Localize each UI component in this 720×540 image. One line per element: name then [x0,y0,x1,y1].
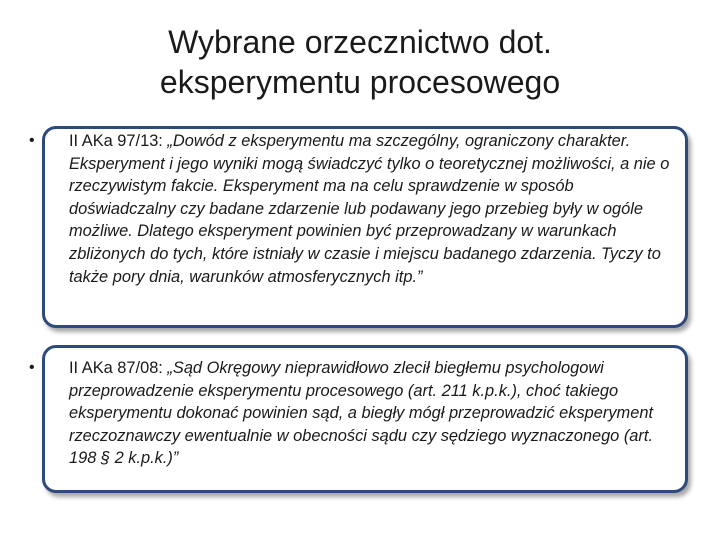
case-reference-2: II AKa 87/08: [69,359,168,377]
slide-title-line-1: Wybrane orzecznictwo dot. [168,24,552,60]
slide-title [0,22,720,102]
case-reference-1: II AKa 97/13: [69,132,168,150]
ruling-text-2 [69,357,679,470]
ruling-quote-1: „Dowód z eksperymentu ma szczególny, ograniczony charakter. Eksperyment i jego wyniki mogą świadczyć tylko o teoretycznej możliwości, a nie o rzeczywistym fakcie. Eksperyment ma na celu sprawdzenie w sposób doświadczalny czy badane zdarzenie lub podawany jego przebieg były w ogóle możliwe. Dlatego eksperyment powinien być przeprowadzany w warunkach zbliżonych do tych, które istniały w czasie i miejscu badanego zdarzenia. Tyczy to także pory dnia, warunków atmosferycznych itp.” [69,132,670,286]
bullet-icon: • [29,132,35,149]
ruling-item-1 [29,130,679,288]
ruling-quote-2: „Sąd Okręgowy nieprawidłowo zlecił biegłemu psychologowi przeprowadzenie eksperymentu procesowego (art. 211 k.p.k.), choć takiego eksperymentu dokonać powinien sąd, a biegły mógł przeprowadzić eksperyment rzeczoznawczy ewentualnie w obecności sądu czy sędziego wyznaczonego (art. 198 § 2 k.p.k.)” [69,359,653,468]
bullet-icon: • [29,359,35,376]
ruling-item-2 [29,357,679,470]
ruling-text-1 [69,130,679,288]
slide-title-line-2: eksperymentu procesowego [159,64,561,100]
